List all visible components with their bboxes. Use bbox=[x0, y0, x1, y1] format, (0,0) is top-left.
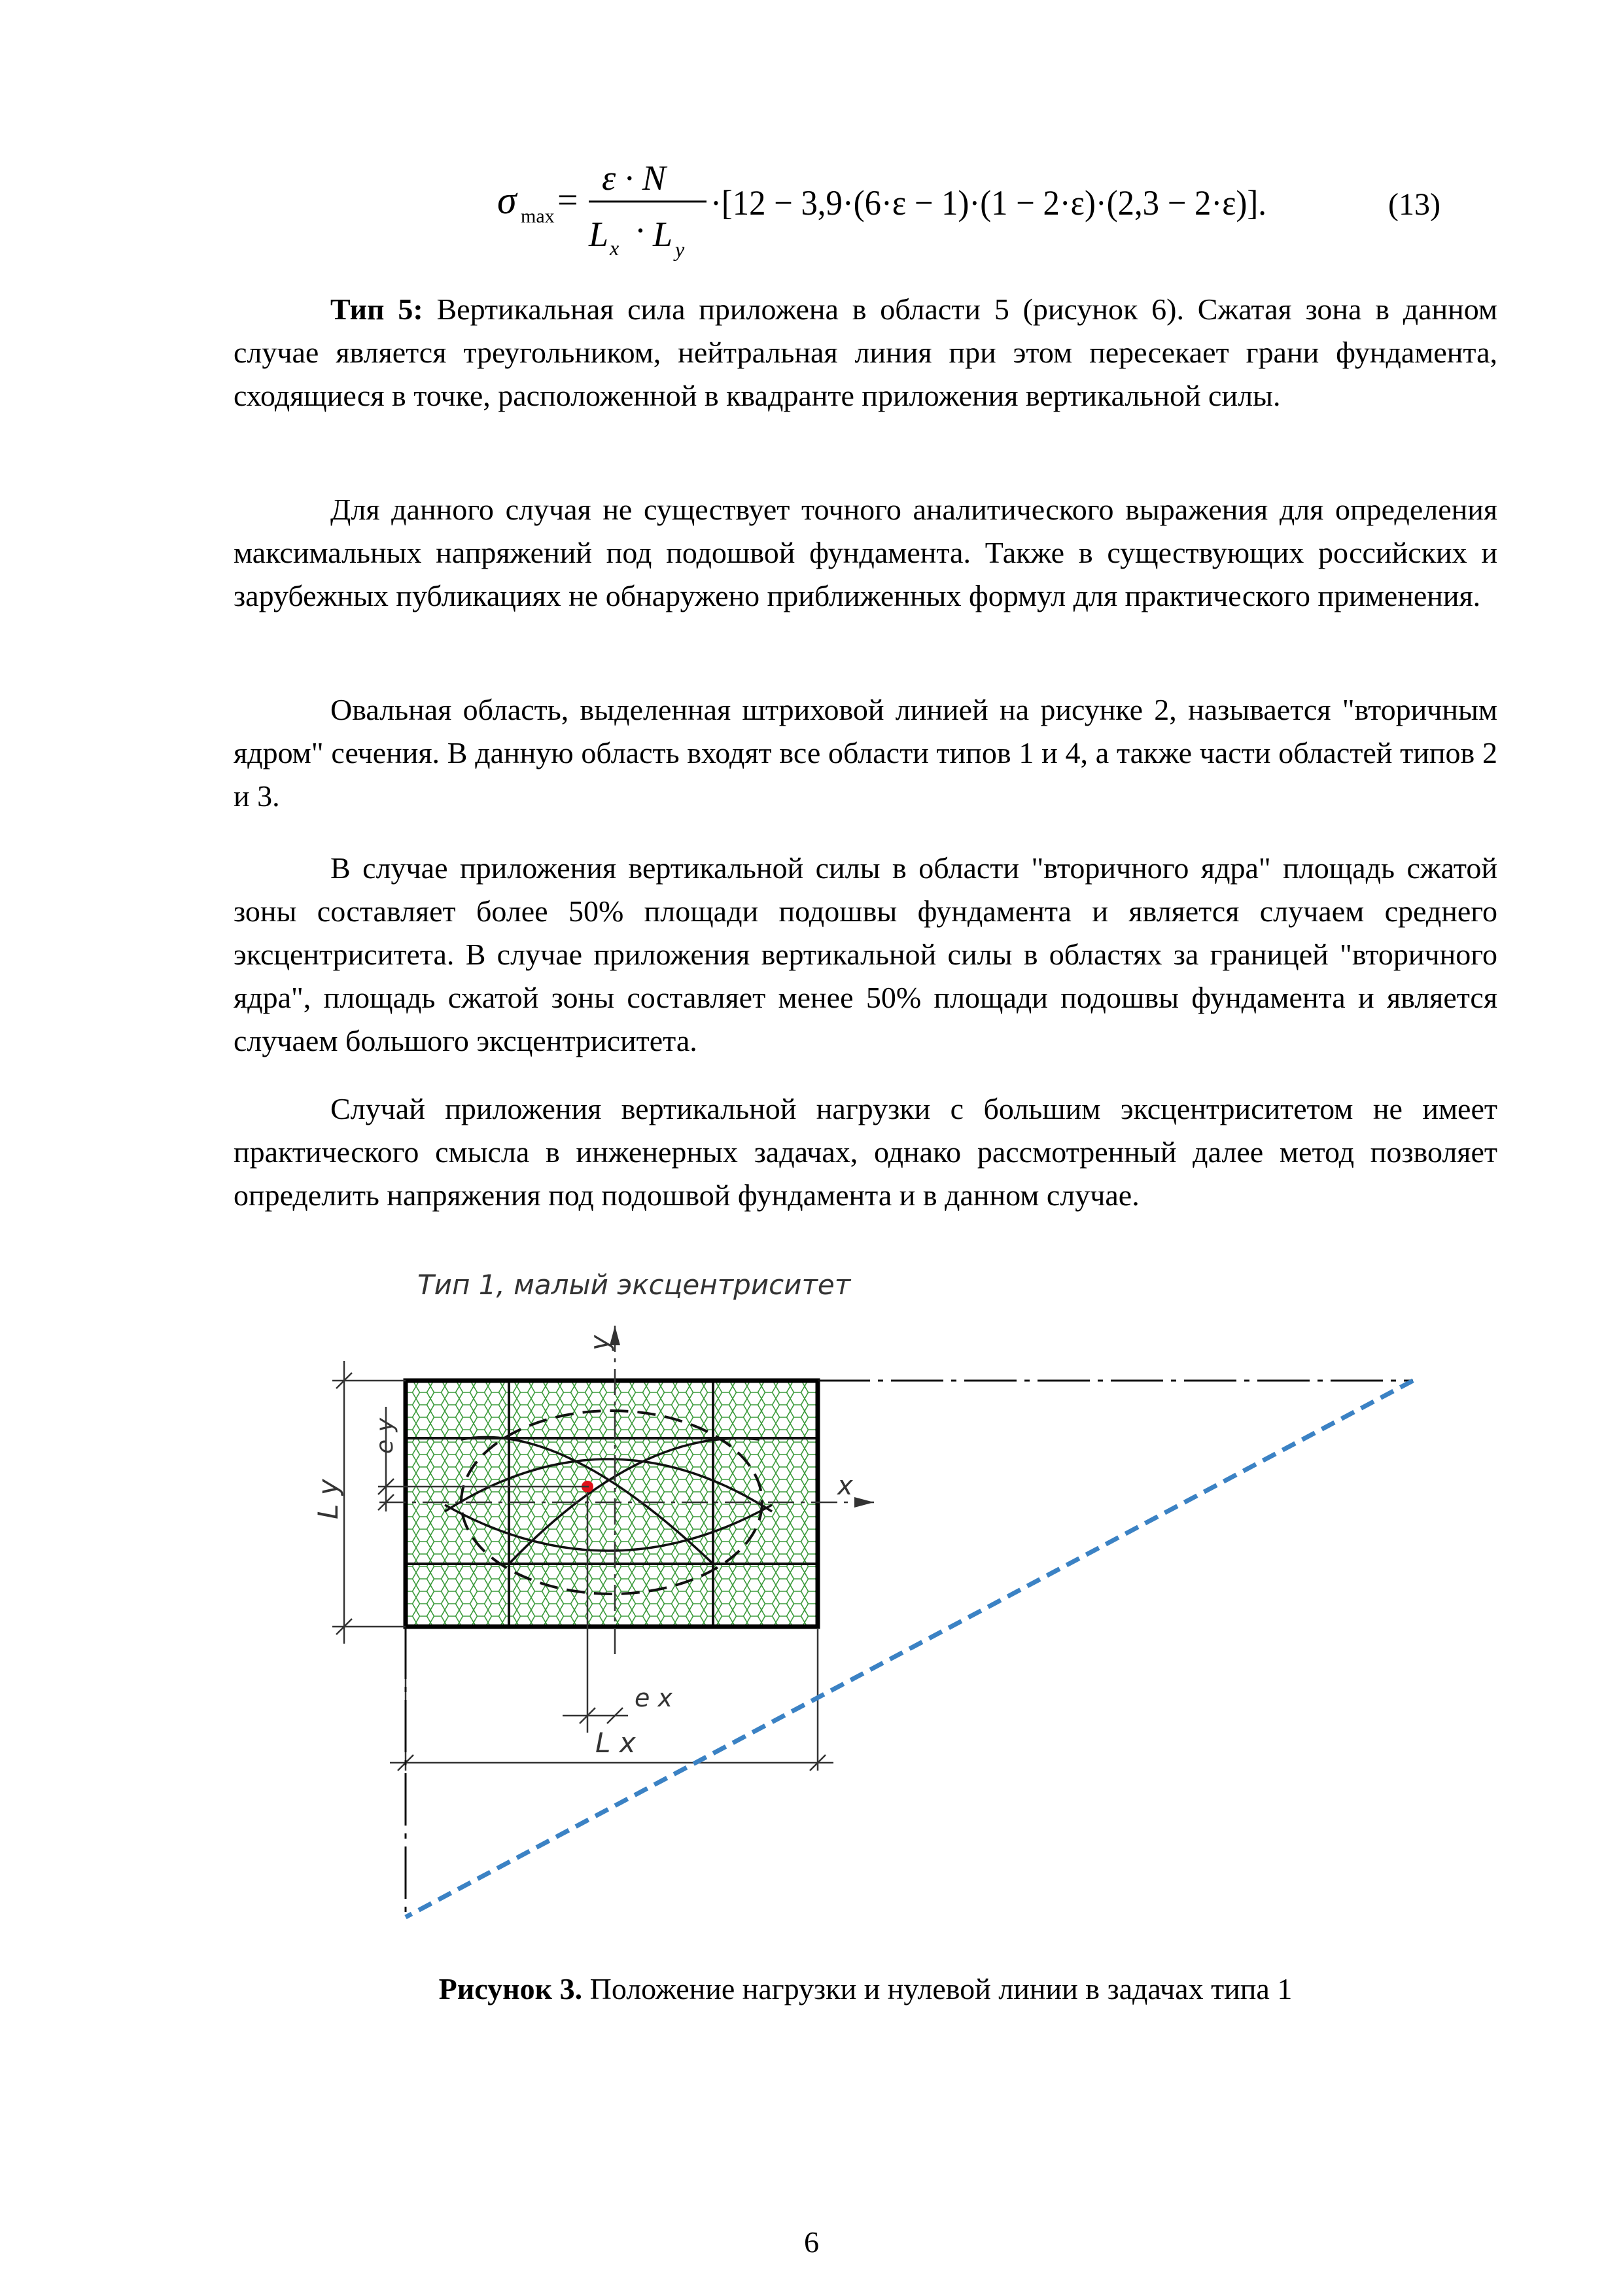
figure-3 bbox=[301, 1243, 1439, 1937]
paragraph-text: В случае приложения вертикальной силы в области "вторичного ядра" площадь сжатой зоны составляет более 50% площади подошвы фундамента и является случаем среднего эксцентриситета. В случае приложения вертикальной силы в областях за границей "вторичного ядра", площадь сжатой зоны составляет менее 50% площади подошвы фундамента и является случаем большого эксцентриситета. bbox=[234, 851, 1497, 1057]
paragraph-large-eccentricity bbox=[234, 1087, 1497, 1217]
paragraph-no-exact-expression bbox=[234, 488, 1497, 618]
paragraph-text: Для данного случая не существует точного аналитического выражения для определения максимальных напряжений под подошвой фундамента. Также в существующих российских и зарубежных публикациях не обнаружено приближенных формул для практического применения. bbox=[234, 493, 1497, 612]
paragraph-compressed-zone bbox=[234, 847, 1497, 1063]
page-number: 6 bbox=[804, 2225, 819, 2259]
figure-title: Тип 1, малый эксцентриситет bbox=[417, 1269, 851, 1301]
paragraph-secondary-core bbox=[234, 688, 1497, 818]
formula-number: (13) bbox=[1388, 187, 1440, 222]
formula-numerator: ε · N bbox=[602, 158, 666, 198]
ey-label: e y bbox=[372, 1418, 398, 1454]
type5-text: Вертикальная сила приложена в области 5 (рисунок 6). Сжатая зона в данном случае является треугольником, нейтральная линия при этом пересекает грани фундамента, сходящиеся в точке, расположенной в квадранте приложения вертикальной силы. bbox=[234, 292, 1498, 412]
figure-caption bbox=[234, 1969, 1497, 2009]
formula-den-a: L bbox=[589, 215, 609, 254]
caption-text: Положение нагрузки и нулевой линии в задачах типа 1 bbox=[582, 1972, 1293, 2005]
formula-den-a-sub: x bbox=[610, 236, 620, 260]
paragraph-type5 bbox=[234, 288, 1497, 417]
formula-den-b: L bbox=[653, 215, 673, 254]
y-axis-label: y bbox=[585, 1335, 615, 1351]
x-axis-arrow bbox=[854, 1497, 874, 1508]
formula-den-b-sub: y bbox=[675, 238, 685, 261]
ly-label: L y bbox=[312, 1479, 344, 1519]
foundation-hatch bbox=[406, 1381, 818, 1627]
formula-13 bbox=[497, 149, 1452, 274]
x-axis-label: x bbox=[837, 1471, 853, 1501]
paragraph-text: Случай приложения вертикальной нагрузки с большим эксцентриситетом не имеет практического смысла в инженерных задачах, однако рассмотренный далее метод позволяет определить напряжения под подошвой фундамента и в данном случае. bbox=[234, 1092, 1497, 1212]
formula-equals: = bbox=[557, 180, 578, 221]
formula-lhs-sub: max bbox=[521, 205, 555, 227]
formula-bracket-body: ·[12 − 3,9·(6·ε − 1)·(1 − 2·ε)·(2,3 − 2·ε)]. bbox=[710, 183, 1266, 222]
formula-lhs: σ bbox=[497, 179, 517, 222]
caption-label: Рисунок 3. bbox=[438, 1972, 583, 2005]
formula-den-dot: · bbox=[635, 211, 646, 250]
paragraph-text: Овальная область, выделенная штриховой линией на рисунке 2, называется "вторичным ядром" сечения. В данную область входят все области типов 1 и 4, а также части областей типов 2 и 3. bbox=[234, 693, 1497, 813]
type5-label: Тип 5: bbox=[330, 292, 423, 326]
lx-label: L x bbox=[595, 1727, 636, 1759]
ex-label: e x bbox=[635, 1684, 672, 1712]
